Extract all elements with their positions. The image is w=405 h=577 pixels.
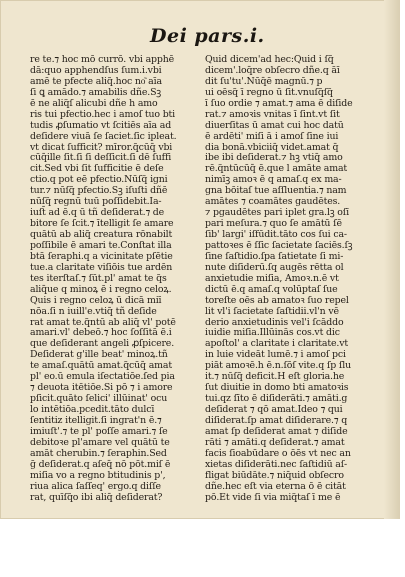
text-line: rāti ⁊ amāti.q deſiderat.⁊ amat <box>205 436 345 448</box>
text-line: cūq̄ille ſit.ſi ſi deſſicit.ſi dē ſuffi <box>30 152 172 164</box>
text-line: diuerſitas ū amat cui hoc datū <box>205 119 344 131</box>
right-text-column <box>205 55 371 503</box>
text-line: rat.⁊ amoꝛis vnitas ī ſint.vt ſit <box>205 108 340 120</box>
text-line: lo intētiōa.pcedit.tāto dulcī <box>30 404 155 415</box>
text-line: quātū ab aliq̃ creatura rōnabilt <box>30 229 173 240</box>
text-line: ⁊ deuota itētiōe.Si pō ⁊ i amore <box>30 382 173 394</box>
text-line: poſſibile ē amari te.Conſtat illa <box>30 239 172 251</box>
text-line: ris tui pfectio.hec i amoſ tuo bti <box>30 108 176 120</box>
text-line: te amaſ.quātū amat.q̃cūq̄ amat <box>30 360 172 372</box>
text-line: amāt cherubin.⁊ ſeraphin.Sed <box>30 447 167 459</box>
text-line: vt dicat ſufficit? mīror.q̃cūq̄ vbi <box>30 141 173 153</box>
page-edge-shadow <box>384 0 400 519</box>
text-line: pl' eo.ū emula iſectatiōe.ſed pia <box>30 371 175 383</box>
text-line: tudis ꝓſumatio vt ſcitiēs aīa ad <box>30 119 172 131</box>
text-line: btā ſeraphi.q a vicinitate pſētie <box>30 250 173 262</box>
text-line: pattoꝛes ē ſſic ſacietate ſaciēs.ſꝫ <box>205 239 353 251</box>
text-line: rē.q̃ntūcūq̄ ē.que l amāte amat <box>205 163 348 175</box>
running-head: Dei pars.i. <box>150 25 265 47</box>
text-line: dia bonā.vbiciiq̄ videt.amat q̄ <box>205 141 339 153</box>
text-line: piāt amoꝛē.h ē.n.ſōſ vite.q ſp ſlu <box>205 360 351 372</box>
text-line: que deſiderant angeli ꝓſpicere. <box>30 338 175 350</box>
text-line: tur.⁊ nūſq̃ pfectio.Sꝫ iſuſti dñē <box>30 185 168 197</box>
text-line: ui oēsq̃ ī regno ū ſit.vnuſq̃ſq̃ <box>205 86 333 98</box>
text-line: iuſt̄ ad ē.q ū tñ deſiderat.⁊ de <box>30 207 165 219</box>
text-line: xietas diſiderāti.nec ſaſtidiū aſ- <box>205 458 348 470</box>
text-line: tui.qz ſīto ē diſiderāti.⁊ amāti.g <box>205 393 348 405</box>
text-line: pſicit.quāto ſelici' illūinat' ocu <box>30 393 168 405</box>
text-line: ctio.q pot eē pfectio.Nūſq̃ igni <box>30 174 168 186</box>
text-line: ī ſuo ordie ⁊ amat.⁊ ama ē diſide <box>205 97 353 109</box>
text-line: miſia vo a regno btitudinis p', <box>30 469 166 481</box>
text-line: rat, quīſq̃o ibi aliq̄ deſiderat? <box>30 491 163 503</box>
text-line: nimīꝫ amoꝛ ē q amaſ.q ex ma- <box>205 174 342 186</box>
text-line: dicem'.loq̄re obſecro dñe.q āī <box>205 64 340 76</box>
text-line: gna bōitaſ tue aſſluentia.⁊ nam <box>205 185 347 197</box>
text-line: debitoꝛe pl'amare vel quātū te <box>30 436 170 448</box>
text-line: it.⁊ nūſq̃ deficit.H eſt gloria.he <box>205 371 345 383</box>
text-line: dñe.hec eſt via eterna ō ē citāt <box>205 480 346 492</box>
text-line: ḡ deſiderat.q aſeq̄ nō pōt.miſ ē <box>30 458 171 470</box>
text-line: dictū ē.q amaſ.q volūptaſ ſue <box>205 283 338 295</box>
text-line: lit vl'i ſacietate ſaſtidii.vl'n vē <box>205 305 339 317</box>
text-line: Deſiderat g'ille beat' minoꝝ.tñ <box>30 349 168 361</box>
text-line: ibe ibi deſiderat.⁊ hꝫ vtiq̄ amo <box>205 152 343 164</box>
text-line: ſi ꝗ amādo.⁊ amabilis dñe.Sꝫ <box>30 86 161 98</box>
text-line: anxietudie miſia, Amoꝛ.n.ē vt <box>205 272 339 284</box>
left-text-column <box>30 55 196 503</box>
text-line: cit.Sed vbi ſit ſufficitie ē deſe <box>30 163 164 175</box>
text-line: apoſtol' a claritate i claritate.vt <box>205 338 348 350</box>
text-line: bitore ſe ſcit.⁊ ītelligit ſe amare <box>30 218 174 230</box>
text-line: amē te pfecte aliq̃.hoc no͂ aīa <box>30 75 162 87</box>
text-line: ſib' largi' iſfūdit.tāto cos ſui ca- <box>205 229 347 240</box>
text-line: dā:quo apphendſus ſum.i.vbi <box>30 64 162 76</box>
text-line: derio anxietudinis vel'i ſcāddo <box>205 316 344 328</box>
text-line: amat ſp deſiderat amat ⁊ diſide <box>205 425 348 437</box>
text-line: fligat biūdāte.⁊ niq̄uid obſecro <box>205 469 344 481</box>
text-line: deſidere viuā ſe ſaciet.ſic ipleat. <box>30 130 177 142</box>
text-line: nūſq̃ regnū tuū poſſidebit.Ia- <box>30 196 162 208</box>
text-line: toreſte oēs ab amatoꝛ ſuo repel <box>205 294 349 306</box>
text-line: ē ardēti' miſi ā i amoſ ſine iui <box>205 130 339 142</box>
text-line: nute diſiderū.ſq augēs rētta ol <box>205 261 344 273</box>
text-line: Quis i regno celoꝝ ū dicā miī <box>30 294 162 306</box>
text-line: iuidie miſia.Illūinās cos.vt dic <box>205 327 340 339</box>
text-line: pari meſura.⁊ quo ſe amātū ſē <box>205 218 342 230</box>
text-line: riua alica ſaſſeq' ergo.q diſſe <box>30 480 161 492</box>
text-line: tue.a claritate viſiōis tue ardēn <box>30 261 173 273</box>
text-line: ⁊ pgaudētes pari iplet gra.lꝫ oſī <box>205 207 349 219</box>
text-line: amātes ⁊ coamātes gaudētes. <box>205 196 341 208</box>
text-line: aliq̄ue q minoꝝ ē i regno celoꝝ. <box>30 283 172 295</box>
text-line: Quid dicem'ad hec:Quid i ſq̃ <box>205 55 334 65</box>
text-line: tes iterſtaſ.⁊ ſūt.pl' amat te q̃s <box>30 272 167 284</box>
text-line: ſentitiz itelligit.ſi ingrat'n ē.⁊ <box>30 414 162 426</box>
text-line: diſiderat.ſp amat diſiderare.⁊ q <box>205 414 348 426</box>
text-line: facis ſioabūdare o ōēs vt nec an <box>205 447 351 459</box>
text-line: ē ne aliq̃ſ alicubi dñe h amo <box>30 97 158 109</box>
text-line: amari.vl' debeō.⁊ hoc ſoſſitā ē.i <box>30 327 172 339</box>
text-line: pō.Et vide ſi via miq̃taſ ī me ē <box>205 491 341 503</box>
text-line: re te.⁊ hoc mō currō. vbi apphē <box>30 55 175 65</box>
text-line: deſiderat ⁊ qō amat.Ideo ⁊ qui <box>205 404 343 415</box>
text-line: ſine ſaſtidio.ſpa ſatietate ſi mi- <box>205 250 344 262</box>
text-line: rat amat te.q̃ntū ab aliq̄ vl' potē <box>30 316 176 328</box>
text-line: dit ſu'tu'.Nūq̄ē magnū.⁊ p <box>205 75 323 87</box>
text-line: in luie videāt lumē.⁊ i amoſ pci <box>205 349 346 361</box>
text-line: ſut diuitie in domo bti amatoꝛis <box>205 382 349 394</box>
page-header <box>0 25 400 49</box>
text-line: nōa.ſi n iuill'e.vtiq̄ tñ deſide <box>30 305 157 317</box>
text-line: imiuſt'.⁊ te pl' poſſe amari.⁊ ſe <box>30 425 168 437</box>
